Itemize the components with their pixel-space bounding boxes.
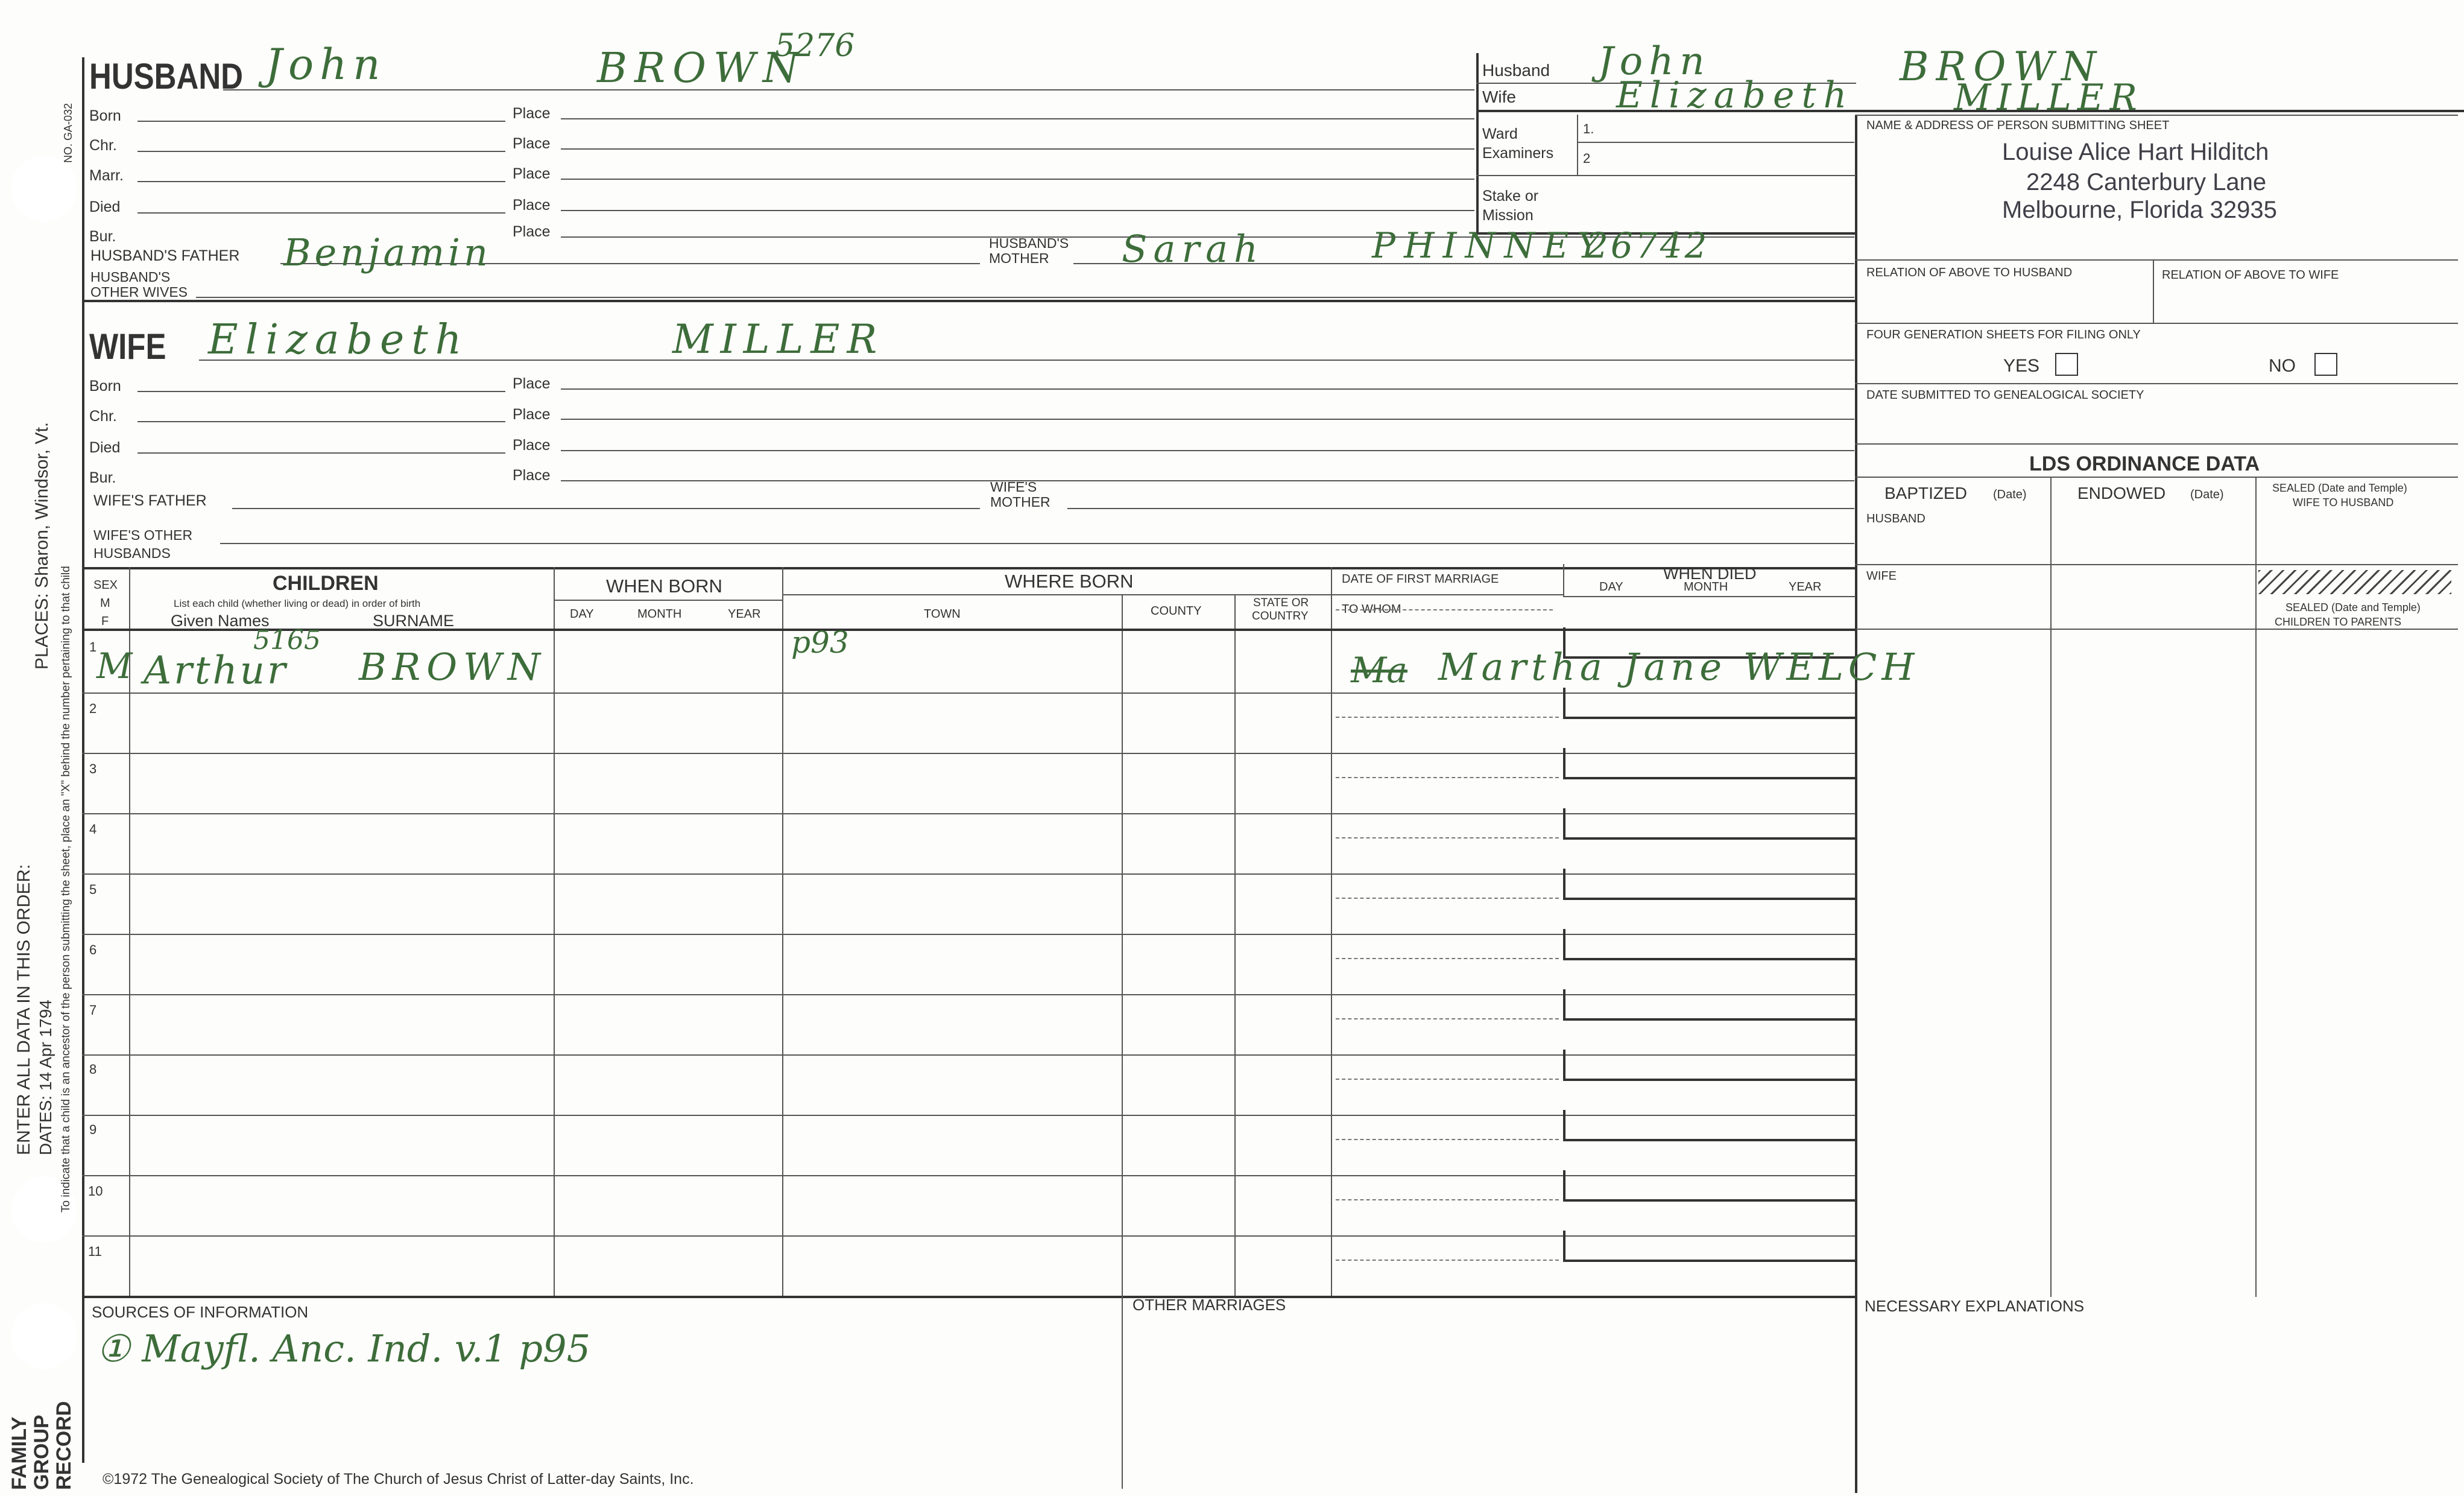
wife-mother-label-2: MOTHER bbox=[990, 494, 1050, 510]
instruction-places: PLACES: Sharon, Windsor, Vt. bbox=[32, 422, 52, 670]
husband-father-label: HUSBAND'S FATHER bbox=[90, 247, 240, 264]
submitter-top bbox=[1855, 115, 2458, 116]
wife-died-place-line bbox=[561, 450, 1854, 451]
lds-title: LDS ORDINANCE DATA bbox=[2029, 452, 2260, 475]
sex-label: SEX bbox=[93, 578, 118, 592]
husband-chr-label: Chr. bbox=[89, 137, 117, 154]
husband-died-label: Died bbox=[89, 198, 121, 215]
husband-chr-place-line bbox=[561, 148, 1474, 150]
row-number: 3 bbox=[89, 761, 97, 776]
husband-died-place-line bbox=[561, 210, 1474, 211]
month-label: MONTH bbox=[637, 607, 682, 621]
submitter-city[interactable]: Melbourne, Florida 32935 bbox=[2002, 197, 2277, 223]
death-cell-line bbox=[1563, 777, 1856, 779]
husband-born-label: Born bbox=[89, 107, 121, 124]
lds-husband-bottom bbox=[1855, 564, 2458, 565]
ward-wife-label: Wife bbox=[1482, 87, 1516, 106]
ward-wife-surname[interactable]: MILLER bbox=[1954, 77, 2143, 119]
lds-divider-2 bbox=[2255, 477, 2257, 1297]
lds-sealed-children-label-2: CHILDREN TO PARENTS bbox=[2275, 616, 2402, 628]
relation-husband-label: RELATION OF ABOVE TO HUSBAND bbox=[1866, 266, 2073, 279]
day-label: DAY bbox=[570, 607, 594, 621]
lds-wife-label: WIFE bbox=[1866, 569, 1897, 583]
source-1[interactable]: ① Mayfl. Anc. Ind. v.1 p95 bbox=[96, 1326, 591, 1371]
child-1-surname[interactable]: BROWN bbox=[359, 645, 547, 689]
col-children-divider bbox=[554, 567, 555, 1297]
wife-bur-place-line bbox=[561, 480, 1854, 481]
right-panel-divider bbox=[1855, 115, 1857, 1493]
children-header-bottom bbox=[82, 629, 1856, 631]
husband-heading: HUSBAND bbox=[89, 56, 243, 97]
row-line-1 bbox=[82, 693, 1855, 694]
surname-label: SURNAME bbox=[373, 612, 455, 630]
sex-m-label: M bbox=[100, 597, 110, 610]
ward-husband-given[interactable]: John bbox=[1598, 39, 1711, 84]
husband-mother-label-1: HUSBAND'S bbox=[989, 235, 1069, 251]
wife-other-husbands-label-2: HUSBANDS bbox=[93, 545, 171, 561]
wife-died-label: Died bbox=[89, 439, 121, 456]
wife-chr-label: Chr. bbox=[89, 408, 117, 425]
death-cell-bracket bbox=[1563, 1050, 1565, 1079]
instruction-enter-all: ENTER ALL DATA IN THIS ORDER: bbox=[14, 864, 34, 1155]
submitter-label: NAME & ADDRESS OF PERSON SUBMITTING SHEET bbox=[1866, 119, 2170, 132]
four-gen-label: FOUR GENERATION SHEETS FOR FILING ONLY bbox=[1866, 328, 2141, 341]
four-gen-no-checkbox[interactable] bbox=[2314, 353, 2337, 376]
wife-chr-place-line bbox=[561, 419, 1854, 420]
husband-chr-line bbox=[137, 151, 505, 152]
row-line-8 bbox=[82, 1115, 1855, 1116]
marriage-date-dash bbox=[1336, 1079, 1559, 1080]
husband-born-place-line bbox=[561, 118, 1474, 119]
death-cell-line bbox=[1563, 1079, 1856, 1081]
row-number: 4 bbox=[89, 822, 97, 837]
row-line-2 bbox=[82, 753, 1855, 754]
death-cell-bracket bbox=[1563, 748, 1565, 777]
death-cell-line bbox=[1563, 1018, 1856, 1021]
county-label: COUNTY bbox=[1151, 604, 1202, 618]
husband-mother-ref: 26742 bbox=[1586, 225, 1710, 266]
marriage-date-dash bbox=[1336, 609, 1553, 610]
wife-died-line bbox=[137, 452, 505, 454]
death-cell-line bbox=[1563, 1260, 1856, 1262]
family-group-record-line-1: FAMILY bbox=[8, 1416, 31, 1490]
col-town-divider bbox=[1122, 594, 1123, 1297]
row-line-4 bbox=[82, 873, 1855, 875]
date-submitted-bottom bbox=[1855, 443, 2458, 445]
husband-bur-place-label: Place bbox=[513, 223, 551, 240]
wife-born-place-label: Place bbox=[513, 375, 551, 392]
lds-divider-1 bbox=[2050, 477, 2052, 1297]
lds-hatched-box bbox=[2258, 570, 2451, 594]
husband-section-bottom bbox=[82, 300, 1856, 302]
family-group-record-line-2: GROUP bbox=[30, 1415, 53, 1490]
left-border bbox=[82, 57, 84, 1463]
ward-examiner-1: 1. bbox=[1583, 121, 1594, 136]
ward-wife-given[interactable]: Elizabeth bbox=[1616, 74, 1854, 116]
form-number: NO. GA-032 bbox=[62, 103, 74, 163]
died-year-label: YEAR bbox=[1789, 580, 1822, 594]
row-line-3 bbox=[82, 813, 1855, 814]
four-gen-yes-label: YES bbox=[2003, 356, 2040, 376]
submitter-bottom bbox=[1855, 259, 2458, 261]
town-label: TOWN bbox=[924, 607, 961, 621]
marriage-date-dash bbox=[1336, 717, 1559, 718]
when-born-label: WHEN BORN bbox=[606, 575, 722, 597]
child-1-town-note: p93 bbox=[791, 625, 849, 660]
death-cell-line bbox=[1563, 1199, 1856, 1202]
children-table-bottom bbox=[82, 1296, 1856, 1298]
lds-baptized-date-label: (Date) bbox=[1993, 488, 2027, 501]
col-wherborn-divider bbox=[1331, 567, 1332, 1297]
wife-mother-line bbox=[1067, 508, 1854, 509]
died-day-label: DAY bbox=[1599, 580, 1623, 594]
marriage-date-dash bbox=[1336, 1260, 1559, 1261]
death-cell-line bbox=[1563, 958, 1856, 960]
sex-f-label: F bbox=[101, 615, 109, 628]
death-cell-line bbox=[1563, 837, 1856, 840]
wife-born-place-line bbox=[561, 388, 1854, 390]
submitter-name[interactable]: Louise Alice Hart Hilditch bbox=[2002, 139, 2269, 165]
wife-section-bottom bbox=[82, 567, 1856, 569]
row-number: 1 bbox=[89, 639, 97, 654]
death-cell-bracket bbox=[1563, 989, 1565, 1018]
marriage-date-dash bbox=[1336, 958, 1559, 959]
husband-born-place-label: Place bbox=[513, 105, 551, 122]
when-died-box-bottom bbox=[1563, 596, 1856, 597]
marriage-date-dash bbox=[1336, 898, 1559, 899]
husband-father[interactable]: Benjamin bbox=[283, 230, 491, 274]
husband-died-place-label: Place bbox=[513, 197, 551, 214]
year-label: YEAR bbox=[728, 607, 761, 621]
lds-husband-label: HUSBAND bbox=[1866, 512, 1925, 525]
row-number: 7 bbox=[89, 1003, 97, 1018]
wife-father-label: WIFE'S FATHER bbox=[93, 492, 207, 509]
necessary-explanations-label: NECESSARY EXPLANATIONS bbox=[1865, 1297, 2085, 1315]
husband-born-line bbox=[137, 121, 505, 122]
ward-examiner-2: 2 bbox=[1583, 151, 1591, 166]
husband-chr-place-label: Place bbox=[513, 135, 551, 152]
row-number: 5 bbox=[89, 882, 97, 897]
wife-chr-line bbox=[137, 421, 505, 422]
husband-surname[interactable]: BROWN bbox=[597, 45, 806, 92]
lds-sealed-wife-label-1: SEALED (Date and Temple) bbox=[2272, 482, 2407, 494]
husband-other-wives-label-1: HUSBAND'S bbox=[90, 269, 171, 285]
where-born-label: WHERE BORN bbox=[1005, 571, 1134, 592]
died-month-label: MONTH bbox=[1684, 580, 1728, 594]
lds-wife-bottom bbox=[1855, 629, 2458, 630]
death-cell-bracket bbox=[1563, 869, 1565, 898]
ward-box-left bbox=[1476, 53, 1479, 234]
wife-born-line bbox=[137, 391, 505, 392]
marriage-date-dash bbox=[1336, 777, 1559, 778]
children-list-note: List each child (whether living or dead) in order of birth bbox=[174, 598, 421, 609]
row-line-9 bbox=[82, 1175, 1855, 1176]
husband-marr-place-line bbox=[561, 179, 1474, 180]
husband-other-wives-label-2: OTHER WIVES bbox=[90, 284, 188, 300]
wife-heading: WIFE bbox=[89, 326, 166, 367]
row-number: 6 bbox=[89, 942, 97, 957]
four-gen-yes-checkbox[interactable] bbox=[2055, 353, 2078, 376]
ward-label-2: Examiners bbox=[1482, 145, 1554, 162]
instruction-indicate: To indicate that a child is an ancestor of the person submitting the sheet, place an "X" behind the number pertaining to that child bbox=[60, 566, 72, 1212]
lds-sealed-children-label-1: SEALED (Date and Temple) bbox=[2286, 601, 2421, 613]
row-number: 10 bbox=[88, 1184, 103, 1199]
husband-given[interactable]: John bbox=[265, 40, 387, 89]
ward-husband-label: Husband bbox=[1482, 61, 1550, 80]
death-cell-bracket bbox=[1563, 1110, 1565, 1139]
lds-baptized-label: BAPTIZED bbox=[1884, 484, 1967, 502]
wife-bur-place-label: Place bbox=[513, 467, 551, 484]
lds-endowed-date-label: (Date) bbox=[2190, 488, 2224, 501]
row-line-5 bbox=[82, 934, 1855, 935]
ward-husband-surname[interactable]: BROWN bbox=[1900, 43, 2103, 90]
punch-hole-bottom bbox=[11, 1303, 77, 1369]
punch-hole-top bbox=[11, 156, 77, 222]
family-group-record-line-3: RECORD bbox=[52, 1401, 75, 1490]
lds-endowed-label: ENDOWED bbox=[2077, 484, 2166, 502]
wife-surname[interactable]: MILLER bbox=[672, 316, 885, 363]
lds-sealed-wife-label-2: WIFE TO HUSBAND bbox=[2293, 496, 2394, 509]
wife-chr-place-label: Place bbox=[513, 406, 551, 423]
death-cell-line bbox=[1563, 717, 1856, 719]
col-county-divider bbox=[1234, 594, 1236, 1297]
col-whenborn-divider bbox=[782, 567, 783, 1297]
husband-marr-line bbox=[137, 181, 505, 182]
marriage-date-dash bbox=[1336, 1018, 1559, 1019]
husband-bur-label: Bur. bbox=[89, 228, 116, 245]
death-cell-bracket bbox=[1563, 688, 1565, 717]
ward-wife-line bbox=[1476, 110, 2464, 112]
four-gen-no-label: NO bbox=[2269, 356, 2296, 376]
when-died-box-left bbox=[1563, 564, 1564, 597]
wife-died-place-label: Place bbox=[513, 437, 551, 454]
given-names-label: Given Names bbox=[171, 612, 270, 630]
instruction-dates: DATES: 14 Apr 1794 bbox=[36, 1000, 55, 1155]
copyright: ©1972 The Genealogical Society of The Church of Jesus Christ of Latter-day Saints, Inc. bbox=[103, 1471, 694, 1488]
ward-examiner-1-line bbox=[1577, 142, 1854, 143]
ward-examiners-bottom bbox=[1476, 175, 1856, 176]
row-line-6 bbox=[82, 994, 1855, 995]
death-cell-line bbox=[1563, 1139, 1856, 1141]
state-label-2: COUNTRY bbox=[1252, 610, 1309, 623]
row-line-7 bbox=[82, 1054, 1855, 1056]
wife-other-husbands-line bbox=[220, 543, 1854, 544]
marriage-date-dash bbox=[1336, 1139, 1559, 1140]
row-number: 9 bbox=[89, 1122, 97, 1137]
other-marriages-label: OTHER MARRIAGES bbox=[1132, 1296, 1286, 1314]
child-1-given[interactable]: Arthur bbox=[144, 648, 288, 693]
row-number: 2 bbox=[89, 701, 97, 716]
first-marriage-underline bbox=[1331, 594, 1563, 595]
row-number: 11 bbox=[88, 1244, 102, 1259]
where-born-underline bbox=[782, 594, 1331, 595]
sources-label: SOURCES OF INFORMATION bbox=[92, 1303, 309, 1321]
wife-given[interactable]: Elizabeth bbox=[208, 316, 469, 364]
relation-divider bbox=[2153, 259, 2154, 323]
wife-born-label: Born bbox=[89, 378, 121, 395]
other-marriages-divider bbox=[1122, 1296, 1123, 1489]
ward-examiners-divider bbox=[1577, 115, 1578, 175]
death-cell-bracket bbox=[1563, 808, 1565, 837]
marriage-date-dash bbox=[1336, 837, 1559, 838]
to-whom-label: TO WHOM bbox=[1342, 603, 1401, 616]
relation-bottom bbox=[1855, 323, 2458, 324]
children-label: CHILDREN bbox=[273, 572, 379, 595]
child-1-spouse[interactable]: Martha Jane WELCH bbox=[1438, 645, 1919, 689]
stake-label-2: Mission bbox=[1482, 207, 1534, 224]
wife-father-line bbox=[232, 508, 980, 509]
four-gen-bottom bbox=[1855, 383, 2458, 384]
child-1-spouse-struck: Ma bbox=[1351, 650, 1407, 691]
death-cell-bracket bbox=[1563, 1170, 1565, 1199]
marriage-date-dash bbox=[1336, 1199, 1559, 1200]
row-number: 8 bbox=[89, 1062, 97, 1077]
state-label-1: STATE OR bbox=[1253, 597, 1309, 609]
child-1-ref: 5165 bbox=[253, 625, 321, 656]
wife-mother-label-1: WIFE'S bbox=[990, 479, 1037, 495]
husband-marr-place-label: Place bbox=[513, 165, 551, 182]
husband-mother-given[interactable]: Sarah bbox=[1122, 227, 1264, 271]
husband-died-line bbox=[137, 212, 505, 214]
submitter-street[interactable]: 2248 Canterbury Lane bbox=[2026, 169, 2267, 195]
death-cell-line bbox=[1563, 898, 1856, 900]
stake-label-1: Stake or bbox=[1482, 188, 1539, 204]
husband-name-line bbox=[223, 89, 1474, 90]
husband-marr-label: Marr. bbox=[89, 167, 124, 184]
death-cell-bracket bbox=[1563, 929, 1565, 958]
when-died-label: WHEN DIED bbox=[1663, 565, 1757, 583]
date-submitted-label: DATE SUBMITTED TO GENEALOGICAL SOCIETY bbox=[1866, 388, 2144, 402]
row-line-10 bbox=[82, 1235, 1855, 1237]
husband-mother-surname[interactable]: PHINNEY bbox=[1372, 225, 1609, 266]
husband-other-wives-line bbox=[196, 297, 1854, 298]
lds-title-bottom bbox=[1855, 477, 2458, 478]
death-cell-bracket bbox=[1563, 1231, 1565, 1260]
wife-bur-label: Bur. bbox=[89, 469, 116, 486]
ward-label-1: Ward bbox=[1482, 125, 1518, 142]
first-marriage-label: DATE OF FIRST MARRIAGE bbox=[1342, 572, 1499, 586]
wife-other-husbands-label-1: WIFE'S OTHER bbox=[93, 527, 193, 543]
relation-wife-label: RELATION OF ABOVE TO WIFE bbox=[2162, 268, 2339, 282]
when-born-underline bbox=[554, 600, 783, 601]
husband-ref: 5276 bbox=[775, 28, 855, 64]
child-1-sex[interactable]: M bbox=[96, 645, 133, 686]
husband-mother-label-2: MOTHER bbox=[989, 250, 1049, 266]
